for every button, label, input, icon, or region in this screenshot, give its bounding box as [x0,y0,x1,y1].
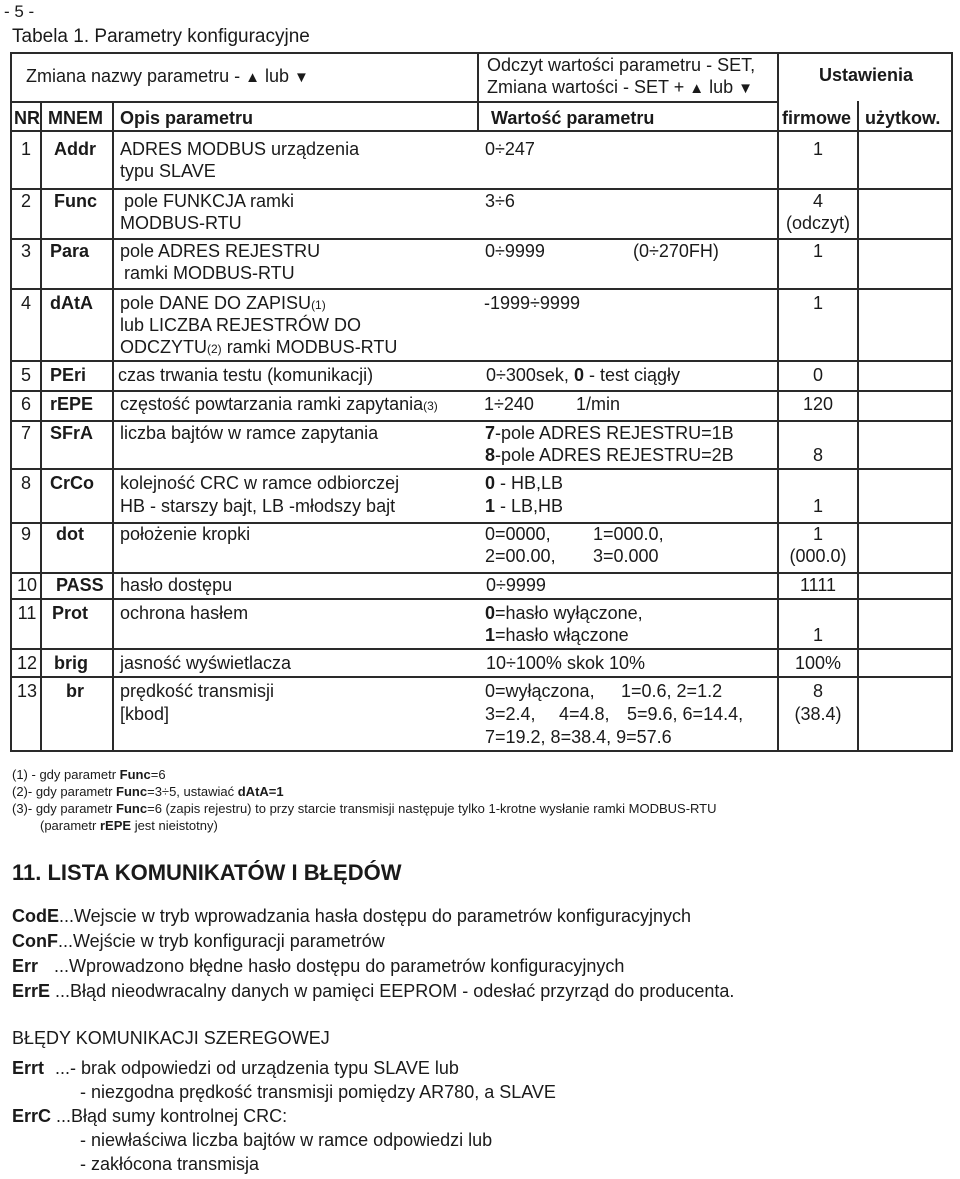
col-desc: Opis parametru [120,108,254,128]
list-item-cont: - niewłaściwa liczba bajtów w ramce odpowiedzi lub [80,1130,493,1150]
list-item: Err ...Wprowadzono błędne hasło dostępu do parametrów konfiguracyjnych [12,956,625,976]
list-item: ErrC ...Błąd sumy kontrolnej CRC: [12,1106,288,1126]
footnote-2: (2)- gdy parametr Func=3÷5, ustawiać dAtA=1 [12,784,284,799]
list-item: Errt ...- brak odpowiedzi od urządzenia typu SLAVE lub [12,1058,459,1078]
list-item: ErrE ...Błąd nieodwracalny danych w pamięci EEPROM - odesłać przyrząd do producenta. [12,981,735,1001]
triangle-up-icon: ▲ [689,80,705,97]
footnote-3: (3)- gdy parametr Func=6 (zapis rejestru) to przy starcie transmisji następuje tylko 1-krotne wysłanie ramki MODBUS-RTU [12,801,717,816]
col-factory: firmowe [782,108,852,128]
list-item-cont: - zakłócona transmisja [80,1154,260,1174]
list-item: ConF...Wejście w tryb konfiguracji parametrów [12,931,385,951]
triangle-down-icon: ▼ [294,69,309,86]
header-settings: Ustawienia [818,65,914,85]
config-table: Zmiana nazwy parametru - ▲ lub ▼ Odczyt wartości parametru - SET, Zmiana wartości - SET + ▲ lub ▼ Ustawienia NR MNEM Opis parametru Wartość parametru firmowe użytkow. 1 Addr ADRES MODBUS urządzenia typu SLAVE 0÷247 1 2 Func pole FUNKCJA ramki MODBUS-RTU 3÷6 4 (odczyt) 3 Para pole ADRES REJESTRU ramki MODBUS-RTU 0÷9999 (0÷270FH) 1 4 dAtA pole DANE DO ZAPISU(1) lub LICZBA REJESTRÓW DO ODCZYTU(2) ramki MODBUS-RTU -1999÷9999 1 5 PEri czas trwania testu (komunikacji) 0÷300sek, 0 - test ciągły 0 6 rEPE częstość powtarzania ramki zapytania(3) 1÷240 1/min 120 7 SFrA liczba bajtów w ramce zapytania 7-pole ADRES REJESTRU=1B 8-pole ADRES REJESTRU=2B 8 8 CrCo kolejność CRC w ramce odbiorczej HB - starszy bajt, LB -młodszy bajt 0 - HB,LB 1 - LB,HB 1 9 dot położenie kropki 0=0000, 1=000.0, 2=00.00, 3=0.000 1 (000.0) 10 PASS hasło dostępu 0÷9999 1111 11 Prot ochrona hasłem 0=hasło wyłączone, 1=hasło włączone 1 12 brig jasność wyświetlacza 10÷100% skok 10% 100% 13 br prędkość transmisji [kbod] 0=wyłączona, 1=0.6, 2=1.2 3=2.4, 4=4.8, 5=9.6, 6=14.4, 7=19.2, 8=38.4, 9=57.6 8 (38.4) [10,52,953,752]
table-caption: Tabela 1. Parametry konfiguracyjne [12,26,310,47]
col-mnem: MNEM [48,108,103,128]
footnote-3-cont: (parametr rEPE jest nieistotny) [40,818,218,833]
header-read: Odczyt wartości parametru - SET, Zmiana wartości - SET + ▲ lub ▼ [487,55,756,97]
col-value: Wartość parametru [491,108,655,128]
section-title: 11. LISTA KOMUNIKATÓW I BŁĘDÓW [12,860,402,885]
footnote-1: (1) - gdy parametr Func=6 [12,767,166,782]
triangle-down-icon: ▼ [738,80,754,97]
triangle-up-icon: ▲ [245,69,260,86]
list-item: CodE...Wejscie w tryb wprowadzania hasła dostępu do parametrów konfiguracyjnych [12,906,691,926]
comm-errors-title: BŁĘDY KOMUNIKACJI SZEREGOWEJ [12,1028,330,1048]
col-user: użytkow. [865,108,941,128]
page-number: - 5 - [4,2,35,21]
header-rename: Zmiana nazwy parametru - ▲ lub ▼ [26,66,309,86]
list-item-cont: - niezgodna prędkość transmisji pomiędzy AR780, a SLAVE [80,1082,556,1102]
col-nr: NR [14,108,40,128]
